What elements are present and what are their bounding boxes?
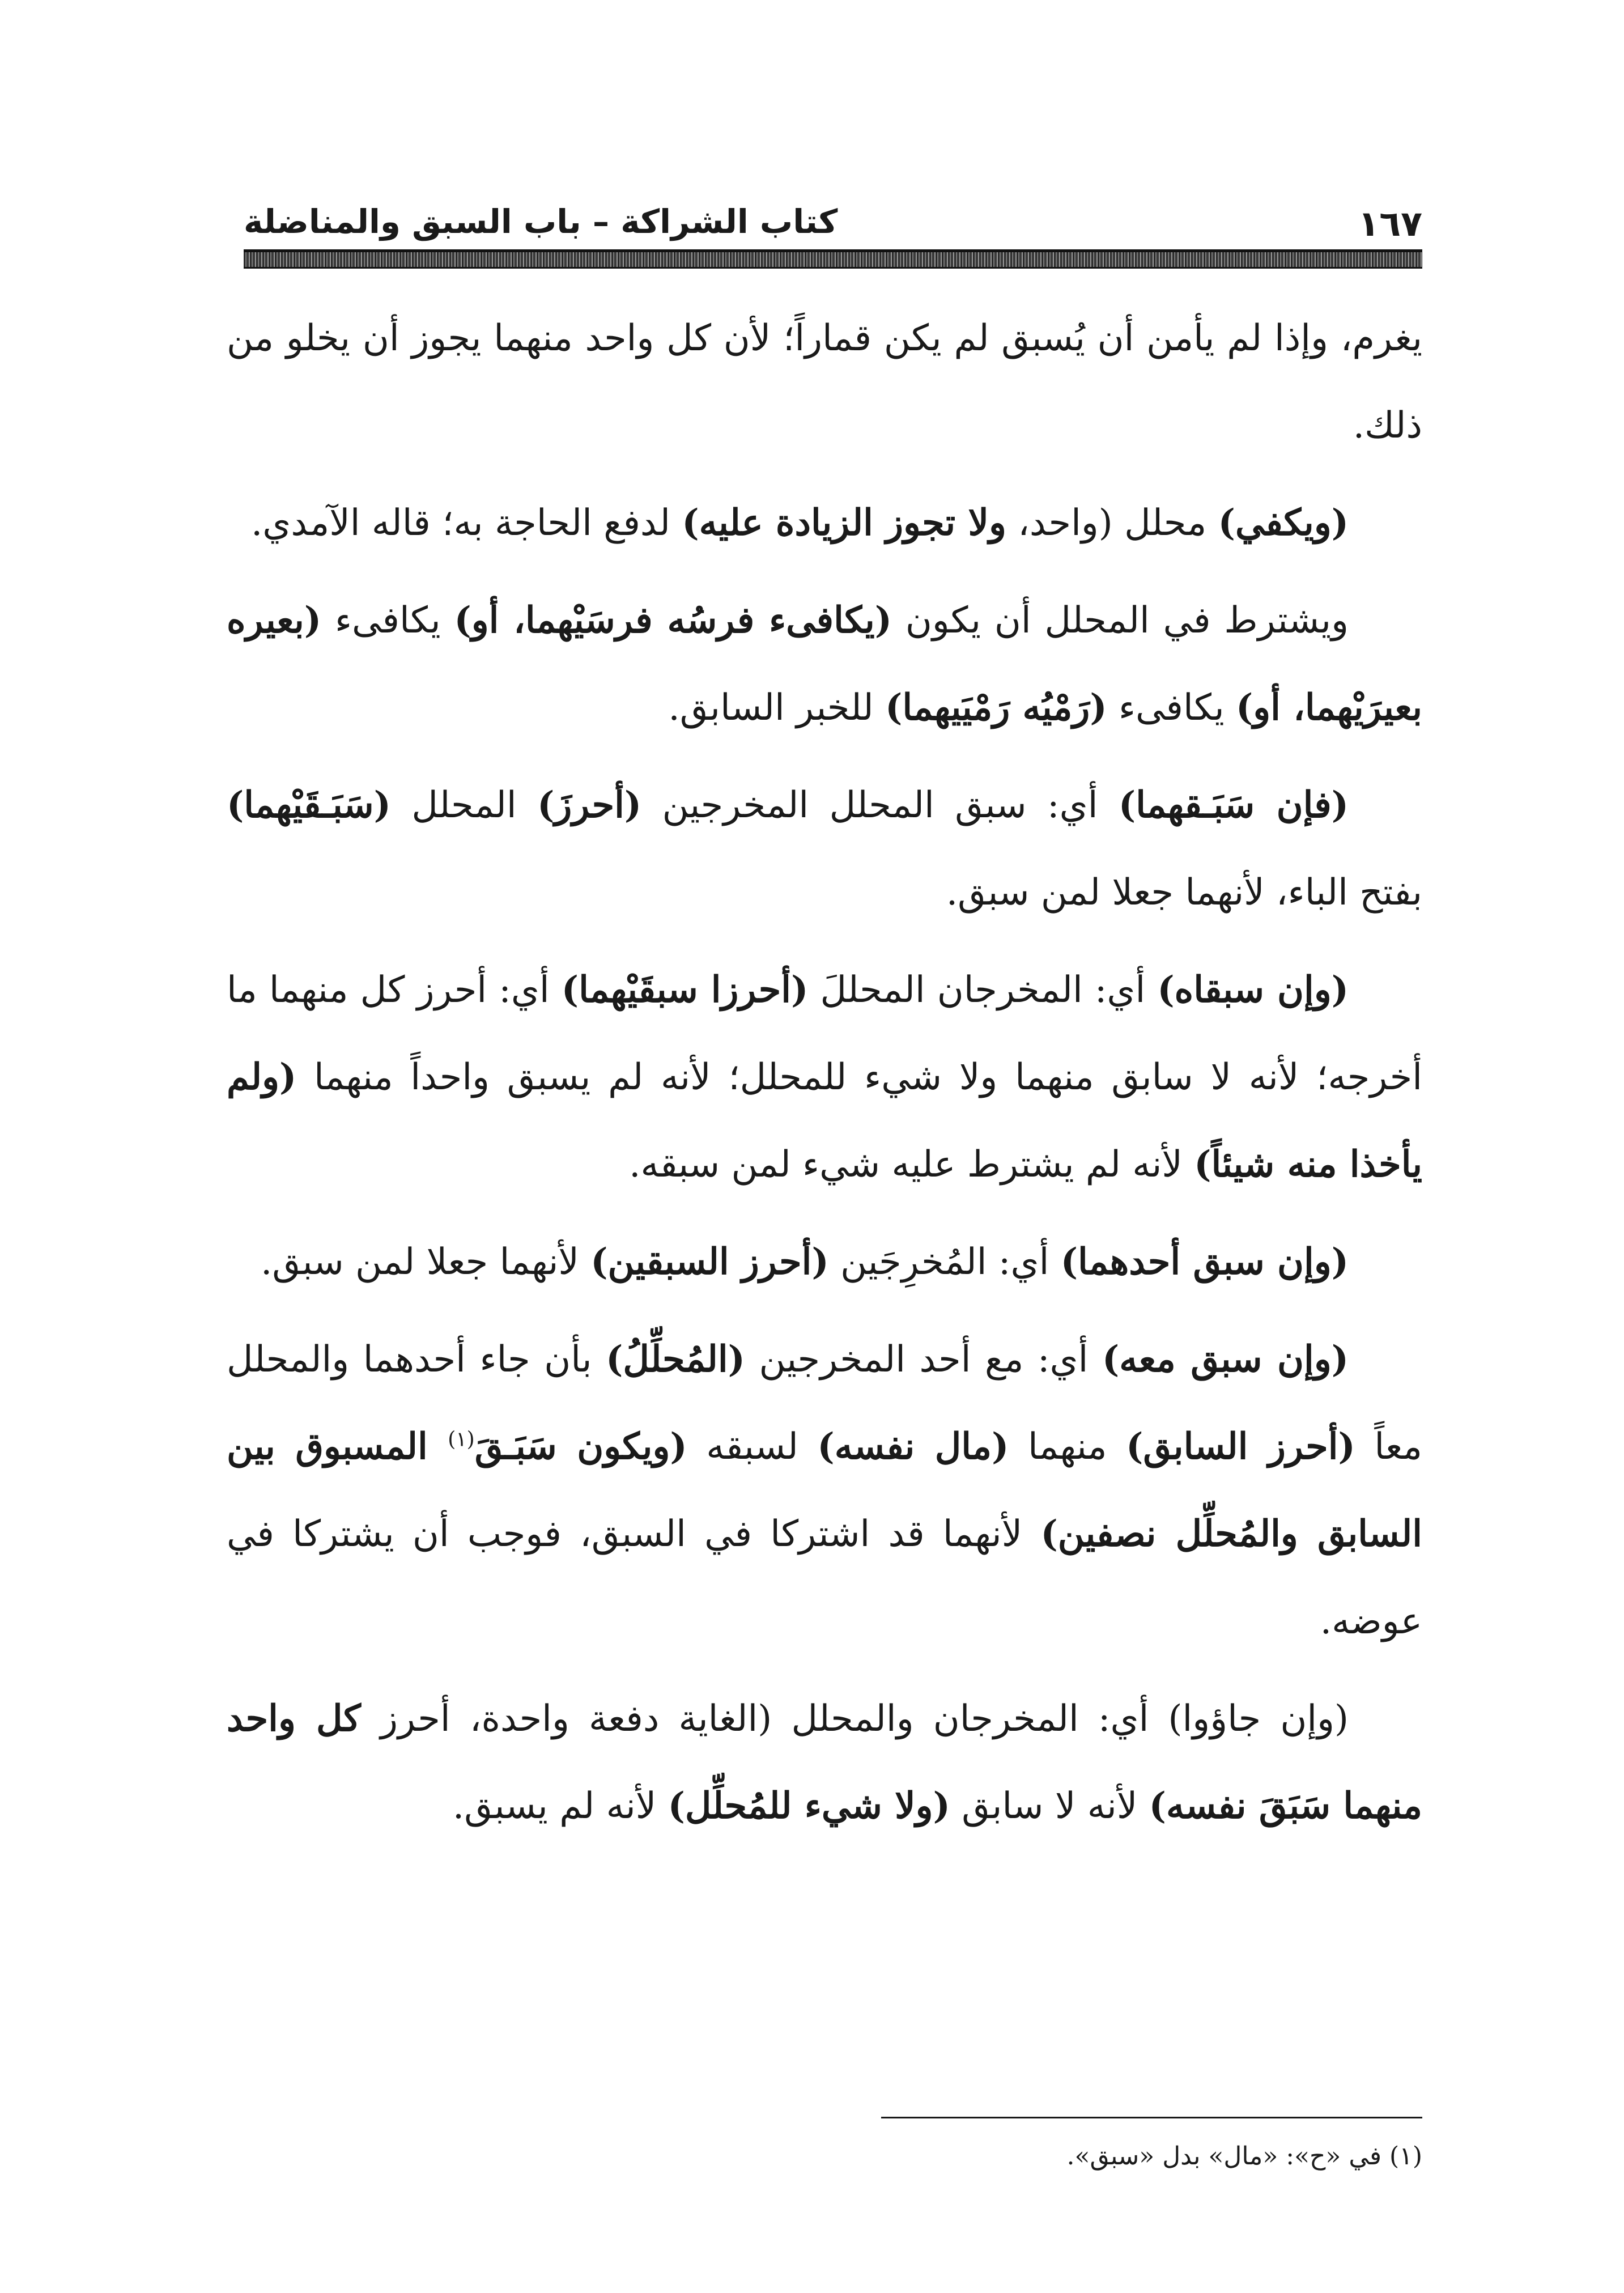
bold-term: (ولم يأخذا منه شيئاً) [227,1056,1422,1186]
bold-term: (أحرز السابق) [1126,1425,1355,1468]
text-run: لأنهما جعلا لمن سبق. [261,1241,591,1283]
text-run: لأنهما قد اشتركا في السبق، فوجب أن يشتركا في عوضه. [227,1513,1422,1642]
paragraph [227,479,1422,567]
text-run: (وإن جاؤوا) أي: المخرجان والمحلل (الغاية دفعة واحدة، أحرز [360,1698,1349,1740]
text-run: يكافىء [321,600,454,642]
bold-term: كل واحد منهما سَبَقَ نفسه) [227,1697,1422,1827]
bold-term: (بعيره بعيرَيْهما، أو) [227,599,1422,729]
page-number: ١٦٧ [1358,203,1422,244]
text-run: يكافىء [1107,687,1236,729]
paragraph [227,946,1422,1208]
bold-term: المسبوق بين السابق والمُحلِّل نصفين) [227,1425,1423,1555]
bold-term: (وإن سبقاه) [1157,969,1349,1011]
text-run: محلل [1112,502,1218,544]
text-run: (واحد، [1006,502,1113,544]
bold-term: (أحرزا سبقَيْهما) [561,969,809,1011]
bold-term: (ويكون سَبَـقَ [474,1425,687,1468]
page-header [244,170,1422,244]
main-text [227,295,1422,1860]
text-run: لسبقه [687,1426,818,1468]
bold-term: ولا تجوز الزيادة عليه) [682,502,1006,544]
bold-term: (المُحلِّلُ) [606,1338,745,1381]
text-run: أي: المخرجان المحللَ [808,969,1158,1011]
paragraph [227,762,1422,936]
bold-term: (أحرزَ) [537,784,642,826]
text-run: لدفع الحاجة به؛ قاله الآمدي. [250,502,682,544]
bold-term: (فإن سَبَـقهما) [1118,784,1349,826]
bold-term: (وإن سبق أحدهما) [1060,1241,1349,1283]
paragraph [227,1675,1422,1850]
bold-term: (سَبَـقَيْهما) [227,784,391,826]
running-title: كتاب الشراكة – باب السبق والمناضلة [244,202,838,241]
text-run: أي: سبق المحلل المخرجين [641,784,1119,826]
footnote: (١) في «ح»: «مال» بدل «سبق». [1066,2142,1422,2171]
bold-term: (وإن سبق معه) [1102,1338,1349,1381]
text-run: بفتح الباء، لأنهما جعلا لمن سبق. [946,872,1422,914]
text-run: لأنه لم يشترط عليه شيء لمن سبقه. [629,1144,1194,1186]
bold-term: (مال نفسه) [817,1425,1009,1468]
bold-term: (رَمْيُه رَمْيَيهما) [885,686,1107,729]
paragraph [227,1218,1422,1306]
paragraph [227,577,1422,751]
bold-term: (ويكفي) [1218,502,1349,544]
text-run: ويشترط في المحلل أن يكون [892,600,1349,642]
bold-term: (ولا شيء للمُحلِّل) [668,1785,950,1827]
text-run: منهما [1009,1426,1126,1468]
text-run: المحلل [390,784,538,826]
text-run: بأن جاء أحدهما والمحلل معاً [227,1339,1423,1468]
paragraph [227,295,1422,469]
text-run: يغرم، وإذا لم يأمن أن يُسبق لم يكن قماراً؛ لأن كل واحد منهما يجوز أن يخلو من ذلك. [227,317,1422,447]
text-run: للخبر السابق. [668,687,886,729]
bold-term: (أحرز السبقين) [590,1241,829,1283]
text-run: لأنه لا سابق [950,1785,1149,1827]
text-run: لأنه لم يسبق. [452,1785,668,1827]
bold-term: (يكافىء فرسُه فرسَيْهما، أو) [454,599,892,642]
footnote-divider [881,2117,1422,2118]
header-divider [244,249,1422,269]
footnote-marker: (١) [448,1428,475,1451]
text-run: أي: أحرز كل منهما ما أخرجه؛ لأنه لا سابق منهما ولا شيء للمحلل؛ لأنه لم يسبق واحداً منهما [227,969,1422,1098]
paragraph [227,1316,1422,1665]
text-run: أي: مع أحد المخرجين [745,1339,1102,1381]
text-run: أي: المُخرِجَين [828,1241,1061,1283]
